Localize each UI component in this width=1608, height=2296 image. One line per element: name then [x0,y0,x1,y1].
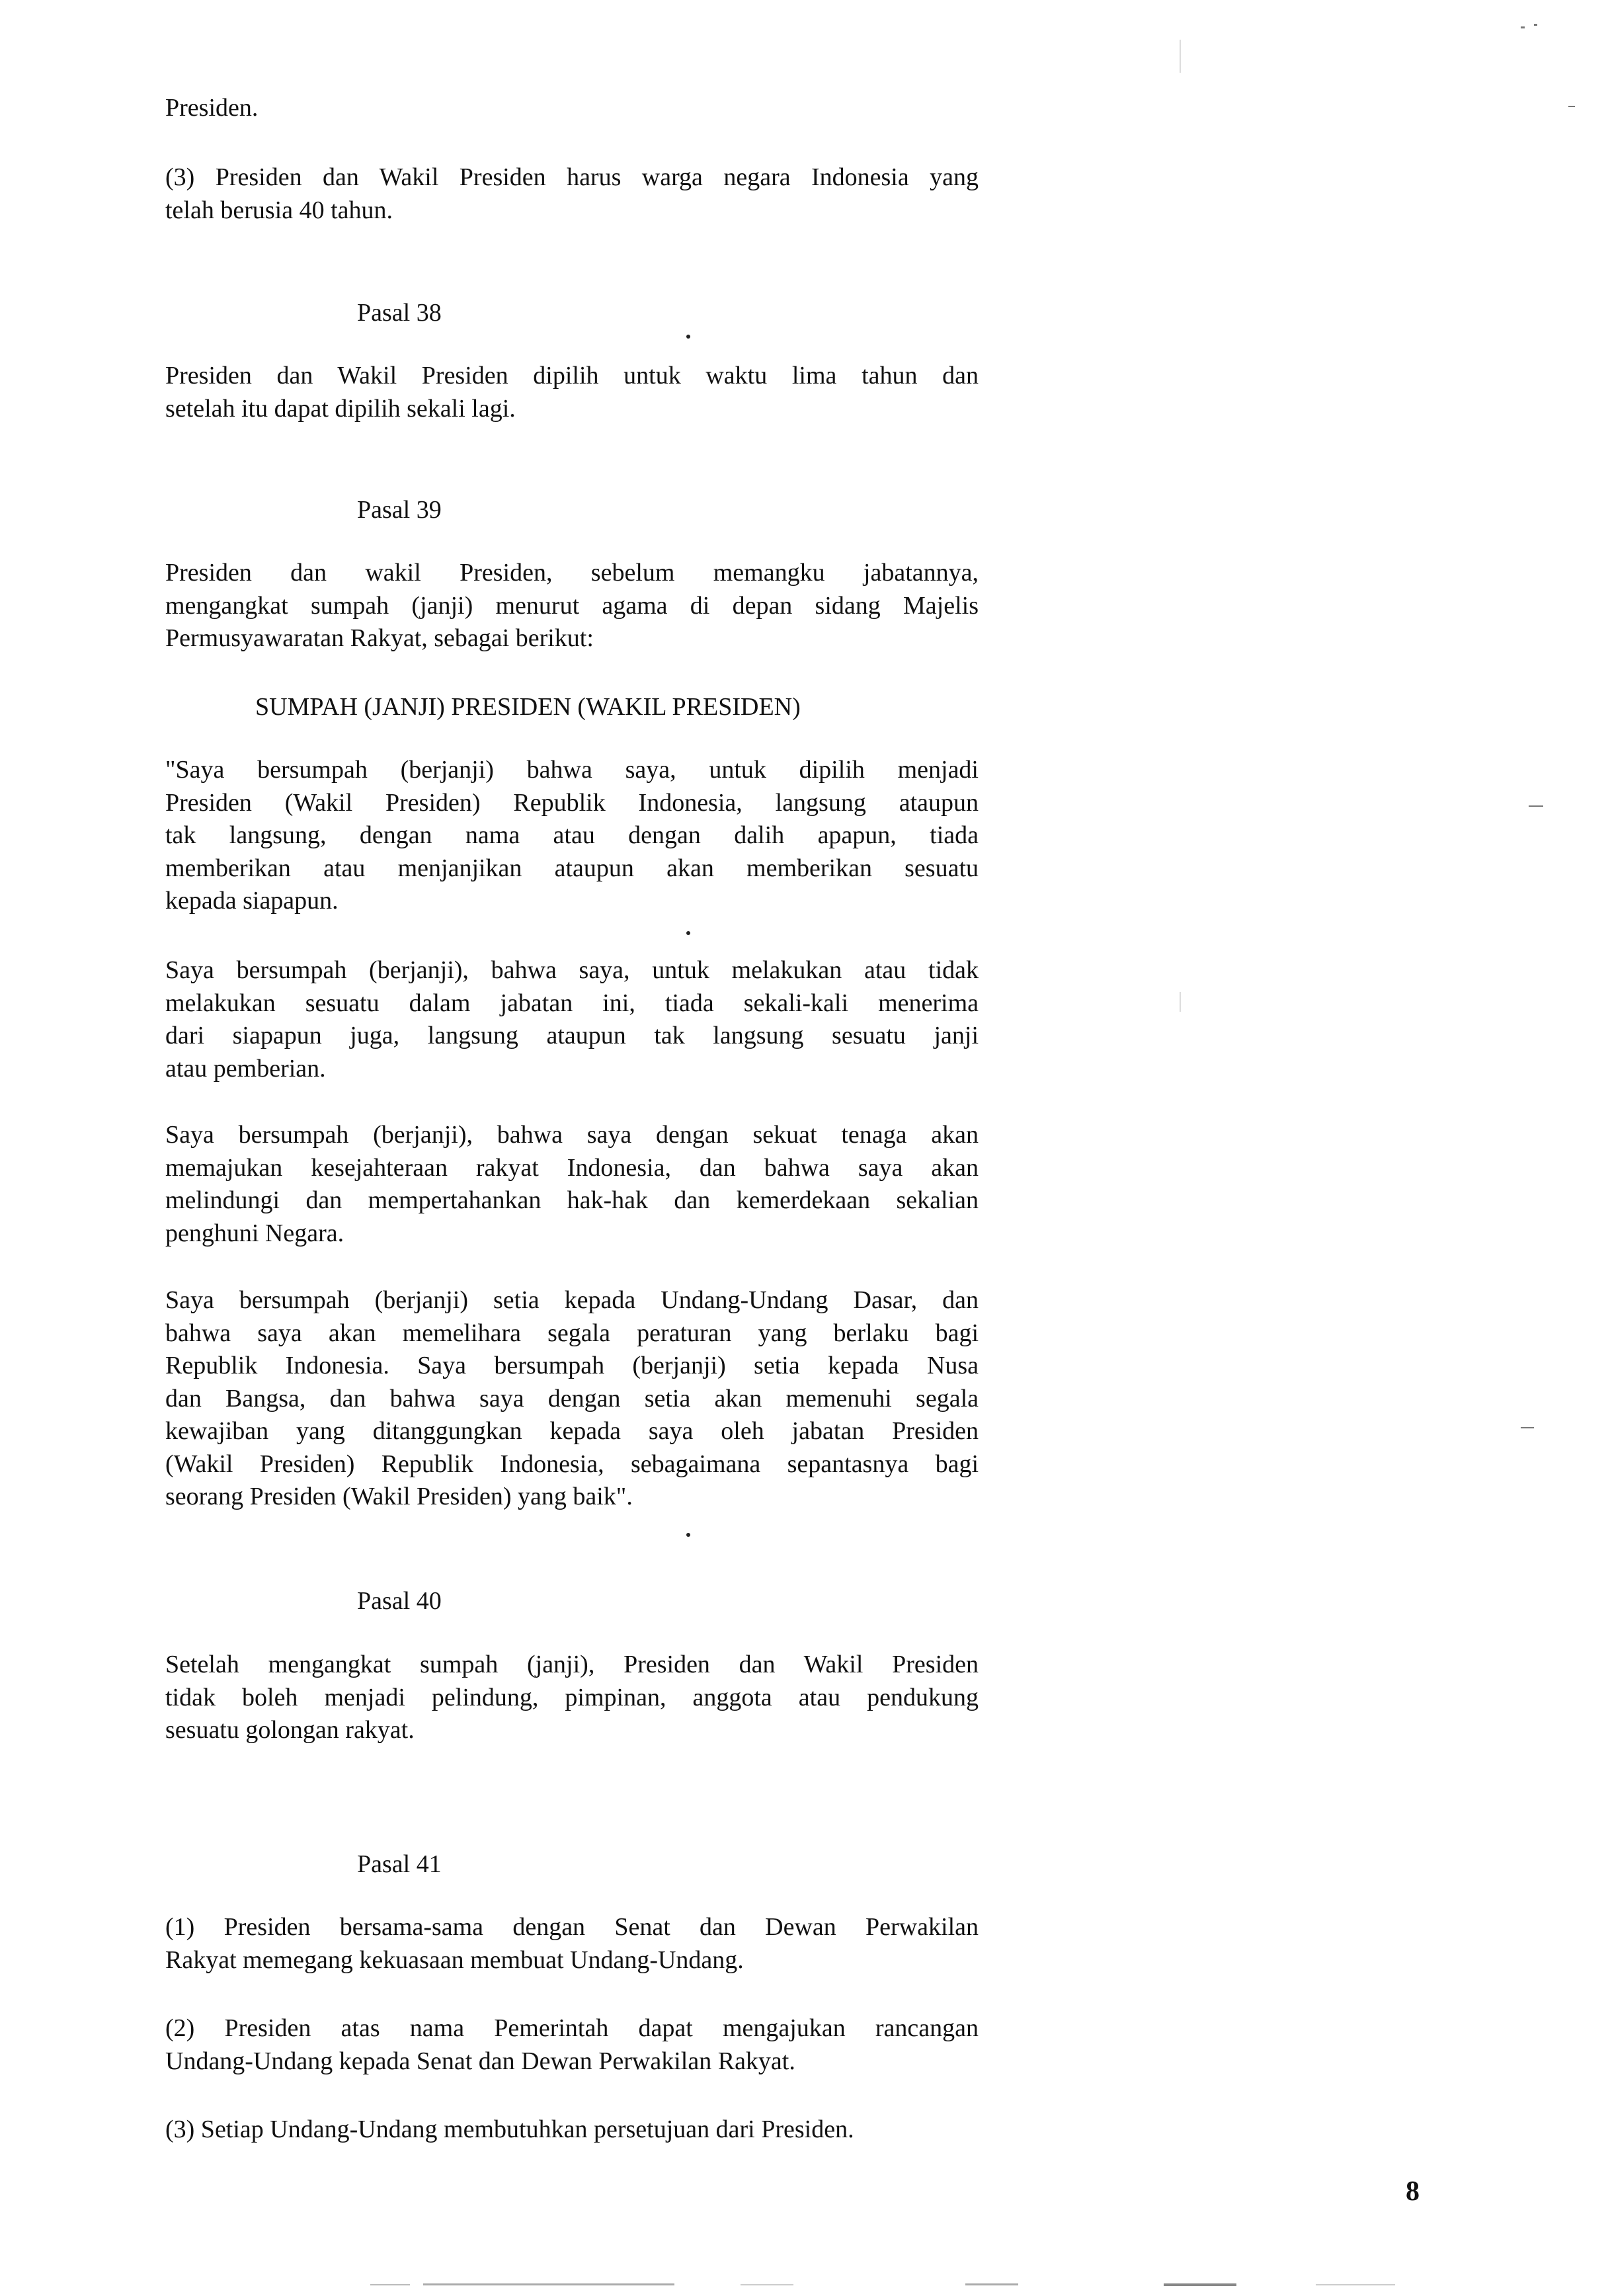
paragraph-line: dari siapapun juga, langsung ataupun tak langsung sesuatu janji [165,1022,979,1049]
bottom-scan-noise [0,2283,1608,2288]
paragraph-line: Presiden dan wakil Presiden, sebelum memangku jabatannya, [165,559,979,587]
scan-dot [686,1533,690,1537]
pasal-41-item-2 [165,2012,979,2078]
paragraph-line: kepada siapapun. [165,887,339,915]
paragraph-line: memajukan kesejahteraan rakyat Indonesia, dan bahwa saya akan [165,1153,979,1182]
oath-paragraph-1 [165,754,979,918]
pasal-41-item-1 [165,1911,979,1977]
paragraph-line: Saya bersumpah (berjanji), bahwa saya dengan sekuat tenaga akan [165,1121,979,1149]
paragraph-line: tak langsung, dengan nama atau dengan dalih apapun, tiada [165,821,979,849]
paragraph-line: melakukan sesuatu dalam jabatan ini, tiada sekali-kali menerima [165,989,979,1017]
paragraph-line: (Wakil Presiden) Republik Indonesia, sebagaimana sepantasnya bagi [165,1450,979,1478]
paragraph-line: tidak boleh menjadi pelindung, pimpinan, anggota atau pendukung [165,1683,979,1711]
paragraph-line: Setelah mengangkat sumpah (janji), Presiden dan Wakil Presiden [165,1651,979,1678]
scan-dot [686,335,690,339]
scan-speck [1529,805,1543,807]
paragraph-line: telah berusia 40 tahun. [165,196,393,224]
paragraph-line: (2) Presiden atas nama Pemerintah dapat mengajukan rancangan [165,2014,979,2042]
pasal-39-heading: Pasal 39 [357,496,442,524]
paragraph-line: atau pemberian. [165,1054,326,1083]
scan-speck [1521,26,1525,28]
paragraph-line: mengangkat sumpah (janji) menurut agama di depan sidang Majelis [165,591,979,620]
oath-paragraph-2 [165,954,979,1085]
pasal-40-paragraph [165,1649,979,1747]
oath-title: SUMPAH (JANJI) PRESIDEN (WAKIL PRESIDEN) [255,693,801,721]
pasal-38-paragraph [165,360,979,425]
scan-speck [1180,40,1181,73]
paragraph-line: "Saya bersumpah (berjanji) bahwa saya, untuk dipilih menjadi [165,756,979,784]
oath-paragraph-3 [165,1119,979,1250]
scan-dot [686,931,690,935]
pasal-39-intro [165,557,979,655]
paragraph-line: bahwa saya akan memelihara segala peraturan yang berlaku bagi [165,1319,979,1347]
paragraph-line: dan Bangsa, dan bahwa saya dengan setia akan memenuhi segala [165,1384,979,1413]
oath-paragraph-4 [165,1284,979,1514]
paragraph-line: (1) Presiden bersama-sama dengan Senat dan Dewan Perwakilan [165,1913,979,1941]
scan-speck [1534,24,1537,26]
paragraph-line: sesuatu golongan rakyat. [165,1716,415,1744]
paragraph-line: melindungi dan mempertahankan hak-hak dan kemerdekaan sekalian [165,1186,979,1214]
paragraph-line: Presiden dan Wakil Presiden dipilih untuk waktu lima tahun dan [165,362,979,390]
scan-speck [1568,106,1575,107]
paragraph-line: Undang-Undang kepada Senat dan Dewan Perwakilan Rakyat. [165,2047,795,2075]
pasal-38-heading: Pasal 38 [357,299,442,327]
paragraph-line: Republik Indonesia. Saya bersumpah (berjanji) setia kepada Nusa [165,1352,979,1379]
pasal-41-heading: Pasal 41 [357,1850,442,1878]
paragraph-line: Rakyat memegang kekuasaan membuat Undang-Undang. [165,1946,744,1974]
scan-speck [1521,1427,1534,1428]
paragraph-line: memberikan atau menjanjikan ataupun akan memberikan sesuatu [165,854,979,882]
page-number: 8 [1406,2176,1420,2207]
paragraph-line: Permusyawaratan Rakyat, sebagai berikut: [165,624,594,652]
pasal-40-heading: Pasal 40 [357,1587,442,1615]
pasal-41-item-3 [165,2113,979,2147]
paragraph-line: Presiden (Wakil Presiden) Republik Indonesia, langsung ataupun [165,788,979,817]
paragraph-line: kewajiban yang ditanggungkan kepada saya oleh jabatan Presiden [165,1417,979,1445]
paragraph-line: setelah itu dapat dipilih sekali lagi. [165,394,516,423]
top-fragment: Presiden. [165,94,259,122]
paragraph-line: (3) Setiap Undang-Undang membutuhkan persetujuan dari Presiden. [165,2115,854,2143]
paragraph-line: penghuni Negara. [165,1219,344,1247]
item-3-paragraph [165,161,979,227]
paragraph-line: Saya bersumpah (berjanji), bahwa saya, untuk melakukan atau tidak [165,956,979,984]
paragraph-line: seorang Presiden (Wakil Presiden) yang baik". [165,1483,633,1510]
scan-speck [1180,992,1181,1012]
paragraph-line: (3) Presiden dan Wakil Presiden harus warga negara Indonesia yang [165,163,979,191]
paragraph-line: Saya bersumpah (berjanji) setia kepada Undang-Undang Dasar, dan [165,1286,979,1314]
